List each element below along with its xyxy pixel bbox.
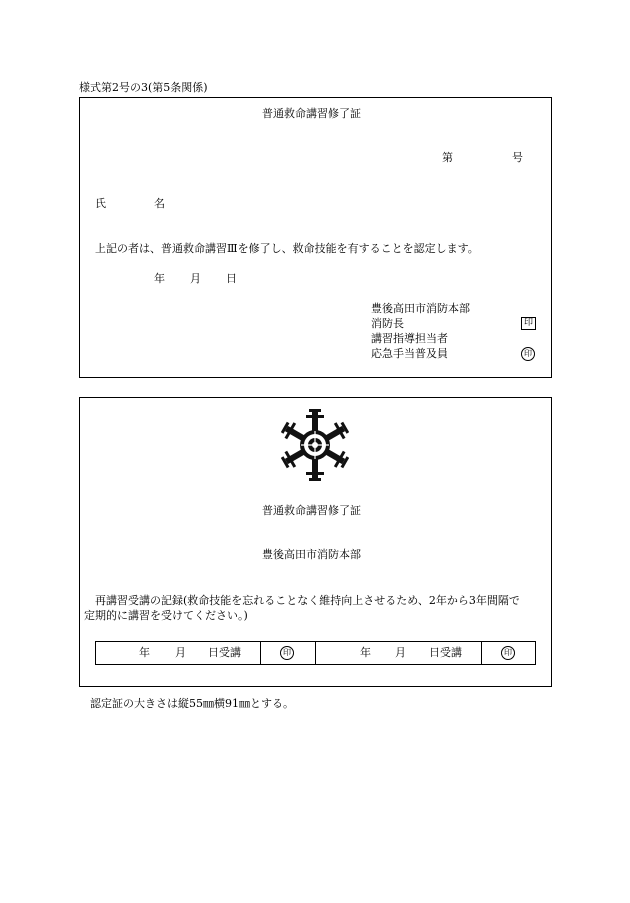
chief-seal-icon: 印 <box>521 317 536 330</box>
number-label-go: 号 <box>512 151 523 164</box>
table-divider <box>315 642 316 664</box>
issuer-department: 豊後高田市消防本部 <box>371 302 470 315</box>
record-2-year: 年 <box>360 646 371 659</box>
certificate-front <box>79 97 552 378</box>
record-note-line2: 定期的に講習を受けてください。) <box>84 609 248 622</box>
name-label-mei: 名 <box>154 197 165 210</box>
record-2-seal-icon: 印 <box>501 646 515 660</box>
size-footnote: 認定証の大きさは縦55㎜横91㎜とする。 <box>90 697 294 710</box>
table-divider <box>260 642 261 664</box>
number-label-dai: 第 <box>442 151 453 164</box>
record-2-day-attend: 日受講 <box>429 646 462 659</box>
issuer-instructor: 講習指導担当者 <box>371 332 448 345</box>
record-1-seal-icon: 印 <box>280 646 294 660</box>
retraining-record-table <box>95 641 536 665</box>
fire-department-emblem-icon <box>281 409 349 481</box>
record-1-month: 月 <box>175 646 186 659</box>
promoter-seal-icon: 印 <box>521 347 535 361</box>
front-title: 普通救命講習修了証 <box>262 107 361 120</box>
issuer-chief: 消防長 <box>371 317 404 330</box>
certification-statement: 上記の者は、普通救命講習Ⅲを修了し、救命技能を有することを認定します。 <box>95 242 479 255</box>
back-department: 豊後高田市消防本部 <box>262 548 361 561</box>
back-title: 普通救命講習修了証 <box>262 504 361 517</box>
name-label-shi: 氏 <box>95 197 106 210</box>
record-2-month: 月 <box>395 646 406 659</box>
date-day: 日 <box>226 272 237 285</box>
table-divider <box>481 642 482 664</box>
date-year: 年 <box>154 272 165 285</box>
record-1-day-attend: 日受講 <box>208 646 241 659</box>
record-1-year: 年 <box>139 646 150 659</box>
issuer-promoter: 応急手当普及員 <box>371 347 448 360</box>
form-number: 様式第2号の3(第5条関係) <box>79 81 208 94</box>
record-note-line1: 再講習受講の記録(救命技能を忘れることなく維持向上させるため、2年から3年間隔で <box>95 594 520 607</box>
date-month: 月 <box>190 272 201 285</box>
